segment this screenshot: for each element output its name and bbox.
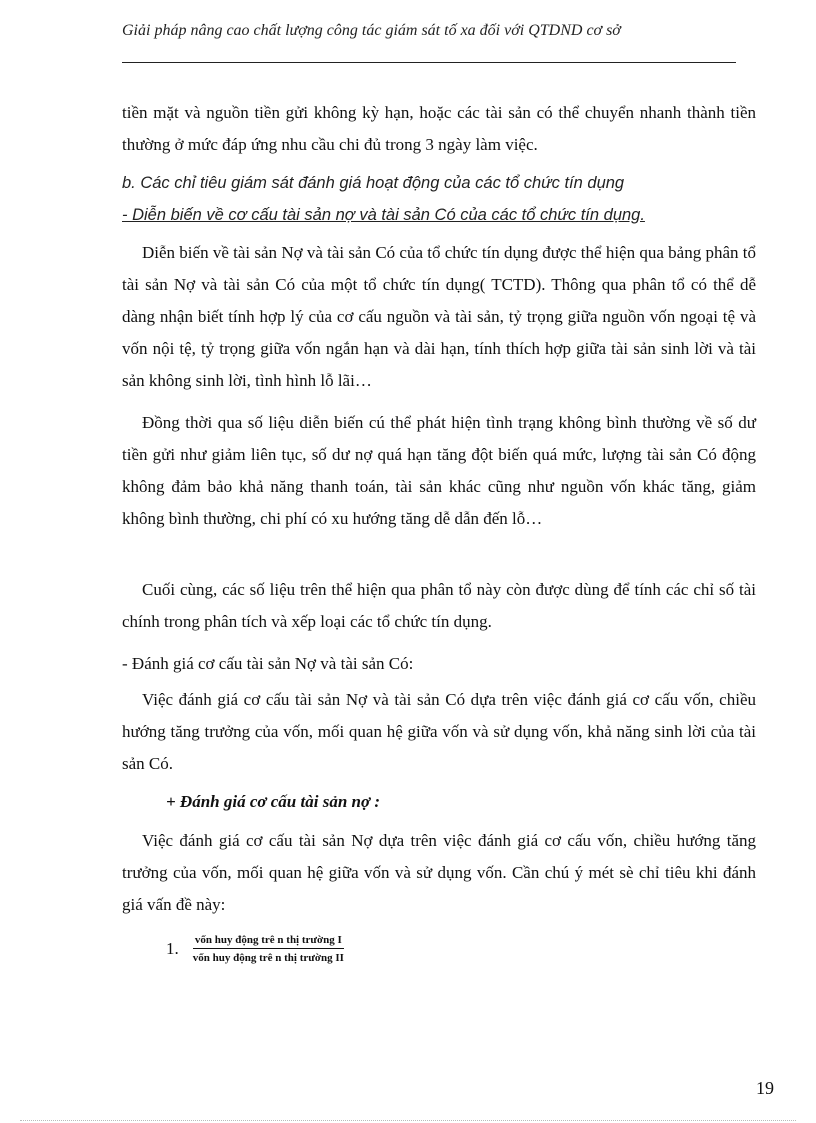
- bold-heading: + Đánh giá cơ cấu tài sản nợ :: [166, 792, 381, 811]
- header-rule: [122, 62, 736, 63]
- formula-number: 1.: [166, 939, 179, 958]
- running-header: Giải pháp nâng cao chất lượng công tác giám sát tố xa đối với QTDND cơ sở: [122, 22, 621, 39]
- page-number: 19: [756, 1078, 774, 1098]
- fraction-denominator: vốn huy động trê n thị trường II: [192, 952, 344, 964]
- formula-1: [166, 934, 346, 964]
- section-heading-b: b. Các chỉ tiêu giám sát đánh giá hoạt động của các tổ chức tín dụng: [122, 174, 625, 192]
- fraction: [191, 934, 346, 964]
- page-bottom-border: [20, 1120, 796, 1121]
- paragraph-4: Cuối cùng, các số liệu trên thể hiện qua phân tổ này còn được dùng để tính các chỉ số tài chính trong phân tích và xếp loại các tổ chức tín dụng.: [122, 580, 756, 631]
- paragraph-7: Việc đánh giá cơ cấu tài sản Nợ dựa trên việc đánh giá cơ cấu vốn, chiều hướng tăng trưởng của vốn, mối quan hệ giữa vốn và sử dụng vốn. Cần chú ý mét sè chỉ tiêu khi đánh giá vấn đề này:: [122, 831, 756, 914]
- subsection-heading: - Diễn biến về cơ cấu tài sản nợ và tài sản Có của các tổ chức tín dụng.: [122, 206, 645, 224]
- paragraph-3: Đồng thời qua số liệu diễn biến cú thể phát hiện tình trạng không bình thường về số dư tiền gửi như giảm liên tục, số dư nợ quá hạn tăng đột biến quá mức, lượng tài sản Có động không đảm bảo khả năng thanh toán, tài sản khác cũng như nguồn vốn khác tăng, giảm không bình thường, chi phí có xu hướng tăng dễ dẫn đến lỗ…: [122, 413, 756, 528]
- paragraph-5: - Đánh giá cơ cấu tài sản Nợ và tài sản Có:: [122, 654, 414, 673]
- paragraph-6: Việc đánh giá cơ cấu tài sản Nợ và tài sản Có dựa trên việc đánh giá cơ cấu vốn, chiều hướng tăng trưởng của vốn, mối quan hệ giữa vốn và sử dụng vốn, khả năng sinh lời của tài sản Có.: [122, 690, 756, 773]
- paragraph-1: tiền mặt và nguồn tiền gửi không kỳ hạn, hoặc các tài sản có thể chuyển nhanh thành tiền thường ở mức đáp ứng nhu cầu chi đủ trong 3 ngày làm việc.: [122, 103, 756, 154]
- fraction-numerator: vốn huy động trê n thị trường I: [193, 934, 344, 949]
- paragraph-2: Diễn biến về tài sản Nợ và tài sản Có của tổ chức tín dụng được thể hiện qua bảng phân tổ tài sản Nợ và tài sản Có của một tổ chức tín dụng( TCTD). Thông qua phân tổ có thể dễ dàng nhận biết tính hợp lý của cơ cấu nguồn và tài sản, tỷ trọng giữa nguồn vốn ngoại tệ và vốn nội tệ, tỷ trọng giữa vốn ngắn hạn và dài hạn, tính thích hợp giữa tài sản sinh lời và tài sản không sinh lời, tình hình lỗ lãi…: [122, 243, 756, 390]
